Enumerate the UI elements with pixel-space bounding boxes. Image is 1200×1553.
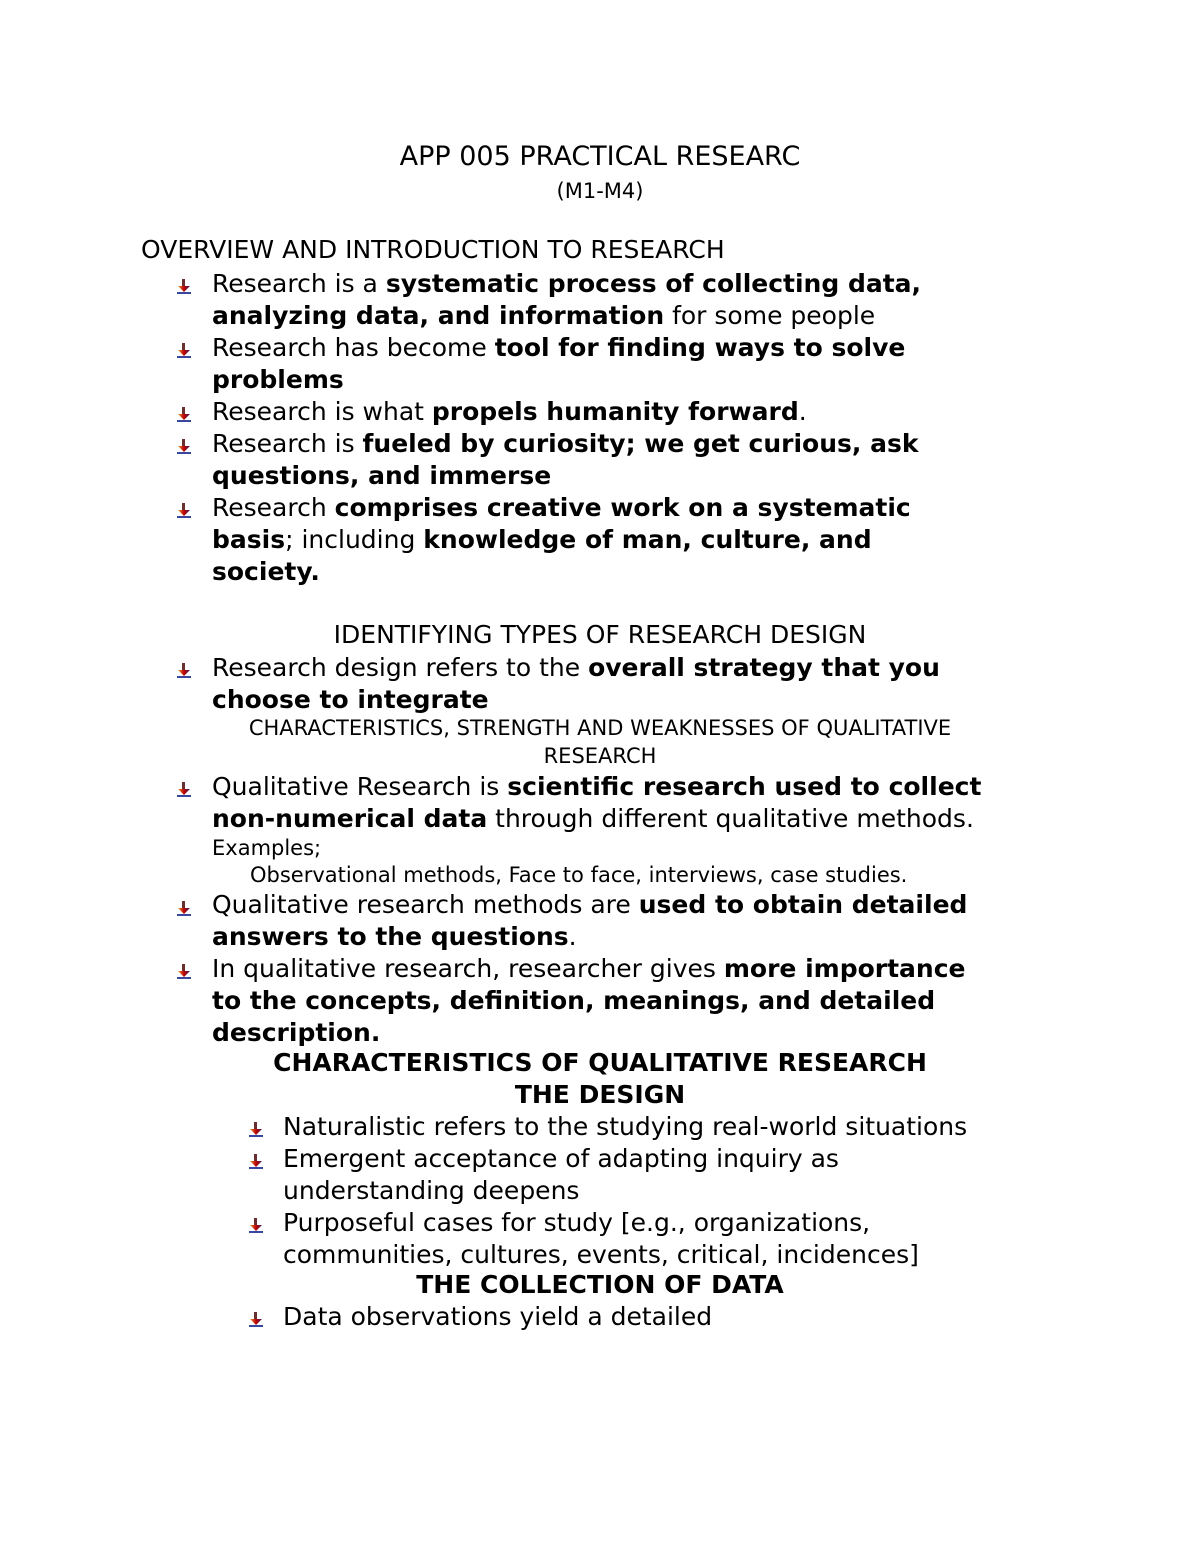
down-arrow-bullet-icon xyxy=(176,662,192,678)
bullet-emergent: Emergent acceptance of adapting inquiry as xyxy=(283,1144,839,1173)
bullet-research-design: Research design refers to the overall strategy that you xyxy=(212,653,940,682)
down-arrow-bullet-icon xyxy=(176,438,192,454)
bullet-research-tool-cont: problems xyxy=(212,365,344,394)
down-arrow-bullet-icon xyxy=(248,1121,264,1137)
bullet-research-definition-cont: analyzing data, and information for some people xyxy=(212,301,876,330)
subheading-collection-of-data: THE COLLECTION OF DATA xyxy=(416,1270,784,1299)
bullet-research-propels: Research is what propels humanity forward. xyxy=(212,397,807,426)
subheading-qualitative-line2: RESEARCH xyxy=(543,744,657,768)
examples-text: Observational methods, Face to face, interviews, case studies. xyxy=(250,863,908,887)
subheading-qualitative-line1: CHARACTERISTICS, STRENGTH AND WEAKNESSES OF QUALITATIVE xyxy=(248,716,952,740)
bullet-research-tool: Research has become tool for finding ways to solve xyxy=(212,333,906,362)
section-heading-characteristics: CHARACTERISTICS OF QUALITATIVE RESEARCH xyxy=(273,1048,927,1077)
bullet-research-curiosity-cont: questions, and immerse xyxy=(212,461,552,490)
bullet-research-definition: Research is a systematic process of collecting data, xyxy=(212,269,922,298)
bullet-qualitative-methods-cont: answers to the questions. xyxy=(212,922,577,951)
bullet-naturalistic: Naturalistic refers to the studying real-world situations xyxy=(283,1112,968,1141)
bullet-qualitative-methods: Qualitative research methods are used to obtain detailed xyxy=(212,890,968,919)
section-heading-overview: OVERVIEW AND INTRODUCTION TO RESEARCH xyxy=(141,235,725,264)
bullet-purposeful-cont: communities, cultures, events, critical, incidences] xyxy=(283,1240,919,1269)
document-title: APP 005 PRACTICAL RESEARC xyxy=(399,141,801,172)
bullet-qualitative-definition-cont: non-numerical data through different qualitative methods. xyxy=(212,804,974,833)
subheading-the-design: THE DESIGN xyxy=(514,1080,686,1109)
down-arrow-bullet-icon xyxy=(176,342,192,358)
bullet-qualitative-definition: Qualitative Research is scientific research used to collect xyxy=(212,772,982,801)
bullet-research-creative-cont: basis; including knowledge of man, culture, and xyxy=(212,525,872,554)
examples-label: Examples; xyxy=(212,836,322,860)
down-arrow-bullet-icon xyxy=(176,900,192,916)
bullet-qualitative-importance: In qualitative research, researcher gives more importance xyxy=(212,954,966,983)
down-arrow-bullet-icon xyxy=(176,278,192,294)
down-arrow-bullet-icon xyxy=(248,1153,264,1169)
down-arrow-bullet-icon xyxy=(176,963,192,979)
bullet-emergent-cont: understanding deepens xyxy=(283,1176,580,1205)
down-arrow-bullet-icon xyxy=(176,406,192,422)
bullet-research-curiosity: Research is fueled by curiosity; we get curious, ask xyxy=(212,429,919,458)
bullet-research-creative-end: society. xyxy=(212,557,320,586)
down-arrow-bullet-icon xyxy=(248,1311,264,1327)
bullet-data-observations: Data observations yield a detailed xyxy=(283,1302,713,1331)
section-heading-research-design: IDENTIFYING TYPES OF RESEARCH DESIGN xyxy=(333,620,867,649)
down-arrow-bullet-icon xyxy=(176,781,192,797)
bullet-research-design-cont: choose to integrate xyxy=(212,685,489,714)
bullet-purposeful: Purposeful cases for study [e.g., organizations, xyxy=(283,1208,871,1237)
bullet-research-creative: Research comprises creative work on a systematic xyxy=(212,493,911,522)
down-arrow-bullet-icon xyxy=(248,1217,264,1233)
document-subtitle: (M1-M4) xyxy=(556,179,644,203)
bullet-qualitative-importance-cont: to the concepts, definition, meanings, and detailed xyxy=(212,986,936,1015)
down-arrow-bullet-icon xyxy=(176,502,192,518)
bullet-qualitative-importance-end: description. xyxy=(212,1018,381,1047)
